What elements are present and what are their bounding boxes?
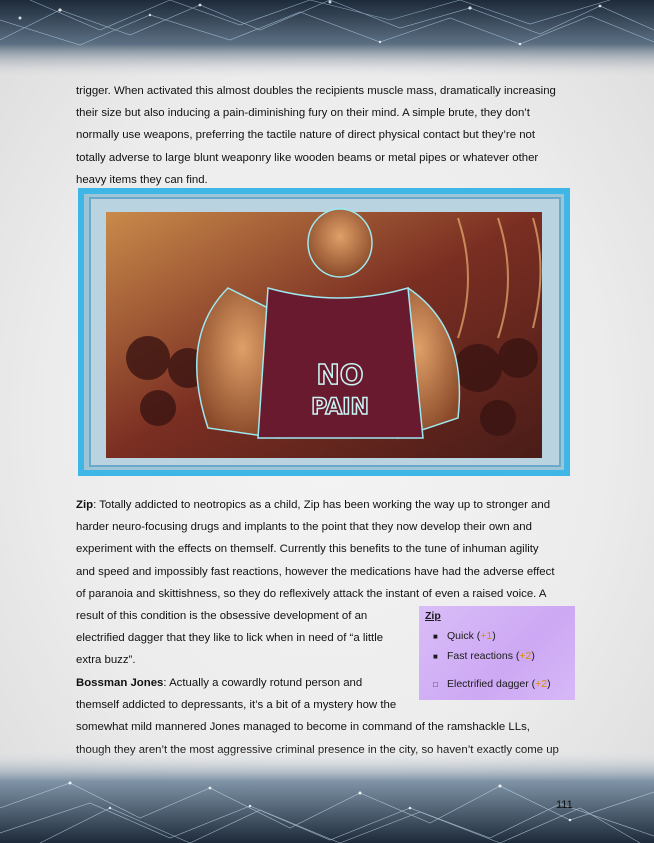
text-line: their size but also inducing a pain-diminishing fury on their mind. A simple brute, they don’t: [76, 107, 530, 120]
stat-item: [433, 630, 496, 642]
stat-bonus: +1: [480, 630, 493, 642]
text-line: experiment with the effects on themself. Currently this benefits to the tune of inhuman agility: [76, 543, 539, 556]
stat-box-title: Zip: [425, 610, 441, 622]
stat-bonus: +2: [519, 650, 532, 662]
stat-bonus: +2: [535, 678, 548, 690]
text-line: and speed and impossibly fast reactions, however the medications have had the adverse effect: [76, 565, 555, 578]
text-line: [76, 494, 576, 516]
stat-close: ): [531, 650, 535, 662]
text-line: electrified dagger that they like to lick when in need of “a little: [76, 632, 384, 645]
text-line: result of this condition is the obsessive development of an: [76, 610, 368, 623]
bullet-filled-icon: ■: [433, 652, 438, 661]
paragraph-trigger: [76, 80, 576, 191]
text-line: normally use weapons, preferring the tactile nature of direct physical contact but they’re not: [76, 129, 536, 142]
text-line: [76, 672, 576, 694]
text-line: heavy items they can find.: [76, 173, 208, 186]
text-line: somewhat mild mannered Jones managed to become in command of the ramshackle LLs,: [76, 721, 530, 734]
brute-illustration: [78, 188, 570, 476]
stat-label: Quick (: [447, 630, 481, 642]
text-fragment: : Actually a cowardly rotund person and: [163, 677, 363, 689]
stat-label: Fast reactions (: [447, 650, 520, 662]
shirt-text: NO: [316, 358, 364, 391]
text-line: themself addicted to depressants, it’s a bit of a mystery how the: [76, 699, 397, 712]
text-fragment: : Totally addicted to neotropics as a child, Zip has been working the way up to stronger and: [93, 499, 551, 511]
top-banner-graphic: [0, 0, 654, 80]
character-name-bossman: Bossman Jones: [76, 677, 164, 689]
stat-label: Electrified dagger (: [447, 678, 536, 690]
text-line: of paranoia and skittishness, so they do reflexively attack the instant of even a raised voice. A: [76, 587, 547, 600]
stat-item: [433, 650, 535, 662]
text-line: harder neuro-focusing drugs and implants to the point that they now develop their own and: [76, 521, 532, 534]
stat-close: ): [492, 630, 496, 642]
character-name-zip: Zip: [76, 499, 94, 511]
text-line: totally adverse to large blunt weaponry like wooden beams or metal pipes or whatever other: [76, 151, 539, 164]
bullet-filled-icon: ■: [433, 632, 438, 641]
bullet-empty-icon: □: [433, 680, 438, 689]
text-line: trigger. When activated this almost doubles the recipients muscle mass, dramatically increasing: [76, 85, 556, 97]
shirt-text: PAIN: [311, 395, 369, 420]
page-number: 111: [556, 799, 573, 811]
text-line: extra buzz”.: [76, 654, 136, 667]
bottom-banner-graphic: [0, 748, 654, 843]
stat-close: ): [547, 678, 551, 690]
